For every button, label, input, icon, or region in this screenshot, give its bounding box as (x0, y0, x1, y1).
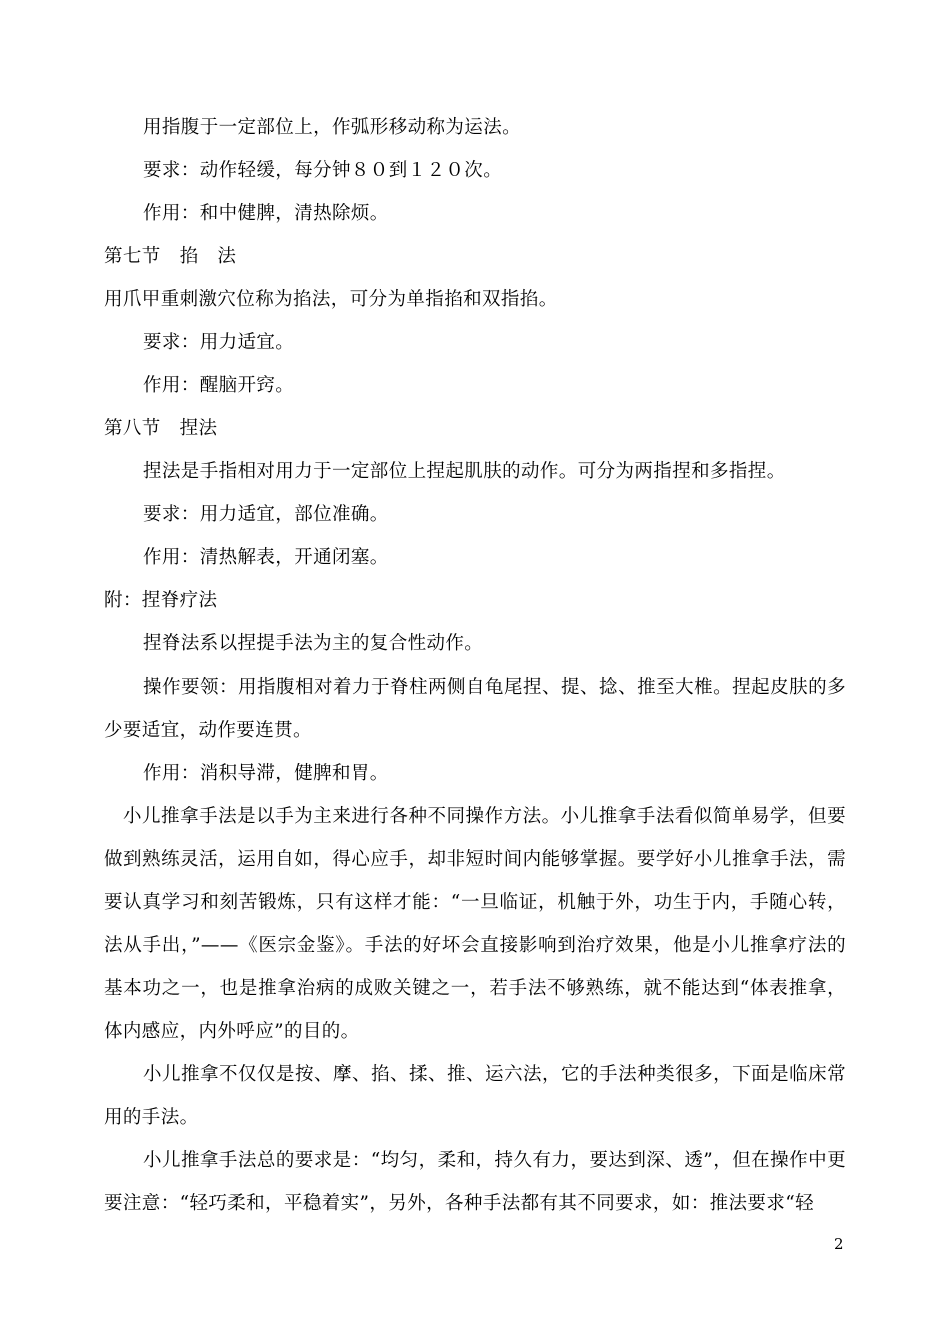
paragraph-tuina-overview: 小儿推拿手法是以手为主来进行各种不同操作方法。小儿推拿手法看似简单易学，但要做到熟练灵活，运用自如，得心应手，却非短时间内能够掌握。要学好小儿推拿手法，需要认真学习和刻苦锻炼，只有这样才能：“一旦临证，机触于外，功生于内，手随心转，法从手出，”——《医宗金鉴》。手法的好坏会直接影响到治疗效果，他是小儿推拿疗法的基本功之一，也是推拿治病的成败关键之一，若手法不够熟练，就不能达到“体表推拿，体内感应，内外呼应”的目的。 (104, 806, 846, 1042)
paragraph-tuina-requirements: 小儿推拿手法总的要求是：“均匀，柔和，持久有力，要达到深、透”，但在操作中更要注意：“轻巧柔和，平稳着实”，另外，各种手法都有其不同要求，如：推法要求“轻 (104, 1150, 846, 1214)
paragraph-nieji-technique: 操作要领：用指腹相对着力于脊柱两侧自龟尾捏、提、捻、推至大椎。捏起皮肤的多少要适宜，动作要连贯。 (104, 677, 846, 741)
text-line-niefa-definition: 捏法是手指相对用力于一定部位上捏起肌肤的动作。可分为两指捏和多指捏。 (143, 461, 786, 482)
appendix-heading: 附：捏脊疗法 (104, 590, 218, 611)
text-line-qiafa-requirement: 要求：用力适宜。 (143, 332, 295, 353)
section-heading-8: 第八节 捏法 (104, 418, 218, 439)
text-line-yunfa-effect: 作用：和中健脾，清热除烦。 (143, 203, 389, 224)
paragraph-tuina-methods: 小儿推拿不仅仅是按、摩、掐、揉、推、运六法，它的手法种类很多，下面是临床常用的手法。 (104, 1064, 846, 1128)
text-line-qiafa-definition: 用爪甲重刺激穴位称为掐法，可分为单指掐和双指掐。 (104, 289, 558, 310)
paragraph-nieji-effect: 作用：消积导滞，健脾和胃。 (143, 763, 389, 784)
page-number: 2 (834, 1235, 844, 1253)
text-line-qiafa-effect: 作用：醒脑开窍。 (143, 375, 295, 396)
text-line-nieji-definition: 捏脊法系以捏提手法为主的复合性动作。 (143, 633, 484, 654)
text-line-niefa-requirement: 要求：用力适宜，部位准确。 (143, 504, 389, 525)
text-line-yunfa-definition: 用指腹于一定部位上，作弧形移动称为运法。 (143, 117, 522, 138)
text-line-niefa-effect: 作用：清热解表，开通闭塞。 (143, 547, 389, 568)
text-line-yunfa-requirement: 要求：动作轻缓，每分钟８０到１２０次。 (143, 160, 503, 181)
section-heading-7: 第七节 掐 法 (104, 246, 237, 267)
